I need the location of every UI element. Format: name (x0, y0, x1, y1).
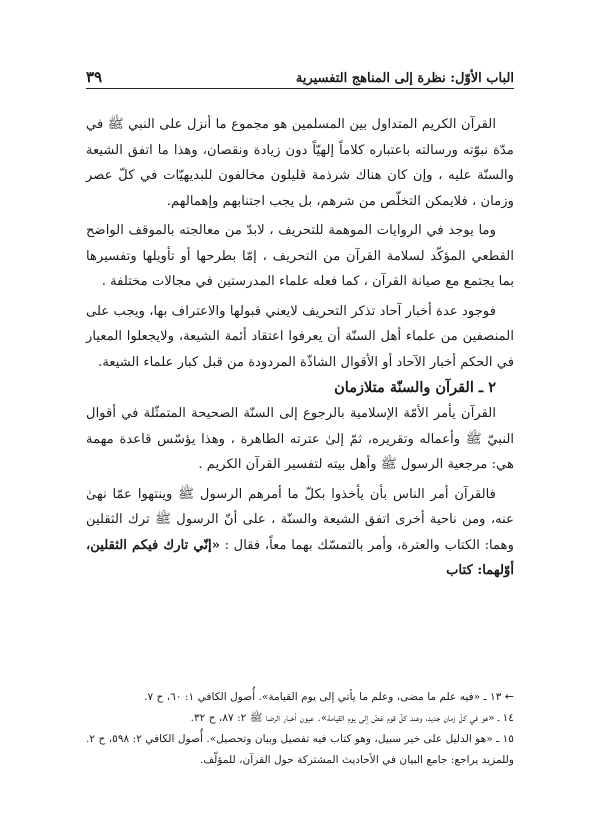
page-header (86, 58, 514, 86)
footnotes (86, 686, 514, 771)
paragraph-5-text: فالقرآن أمر الناس بأن يأخذوا بكلّ ما أمرهم الرسول ﷺ وينتهوا عمّا نهىٰ عنه، ومن ناحية أخرى اتفق الشيعة والسنّة ، على أنّ الرسول ﷺ ترك الثقلين وهما: الكتاب والعترة، وأمر بالتمسّك بهما معاً، فقال : (86, 486, 514, 553)
footnote-13-text: ١٣ ـ «فيه علم ما مضى، وعلم ما يأتي إلى يوم القيامة». أُصول الكافي ١: ٦٠، ح ٧. (144, 691, 502, 703)
paragraph-4: القرآن يأمر الأمّة الإسلامية بالرجوع إلى السنّة الصحيحة المتمثّلة في أقوال النبيّ ﷺ وأعماله وتقريره، ثمّ إلىٰ عترته الطاهرة ، وهذا يؤسّس قاعدة مهمة هي: مرجعية الرسول ﷺ وأهل بيته لتفسير القرآن الكريم . (86, 406, 514, 472)
continuation-arrow-icon: ← (504, 690, 514, 703)
hadith-quote: «إنّي تارك فيكم الثقلين، أوّلهما: كتاب (86, 537, 514, 578)
footnote-15: ١٥ ـ «هو الدليل على خير سبيل، وهو كتاب فيه تفصيل وبيان وتحصيل». أُصول الكافي ٢: ٥٩٨، ح ٢. وللمزيد يراجع: جامع البيان في الأحاديث المشتركة حول القرآن، للمؤلّف. (86, 733, 514, 766)
running-title: الباب الأوّل: نظرة إلى المناهج التفسيرية (295, 71, 514, 86)
footnote-14: ١٤ ـ «هو في كلّ زمان جديد، وعند كلّ قوم غضّ إلى يوم القيامة». عيون أخبار الرضا ﷺ ٢: ٨٧، ح ٣٢. (190, 712, 514, 724)
section-heading: ٢ ـ القرآن والسنّة متلازمان (334, 379, 496, 396)
paragraph-3: فوجود عدة أخبار آحاد تذكر التحريف لايعني قبولها والاعتراف بها، ويجب على المنصفين من علماء أهل السنّة أن يعرفوا اعتقاد أئمة الشيعة، ولايجعلوا المعيار في الحكم أخبار الآحاد أو الأقوال الشاذّة المردودة من قبل كبار علماء الشيعة. (86, 303, 514, 370)
page-number: ٣٩ (86, 68, 103, 86)
paragraph-5 (86, 482, 514, 584)
paragraph-2: وما يوجد في الروايات الموهمة للتحريف ، لابدّ من معالجته بالموقف الواضح القطعي المؤكّد لسلامة القرآن من التحريف ، إمّا بطرحها أو تأويلها وتفسيرها بما يجتمع مع صيانة القرآن ، كما فعله علماء المدرستين في مجالات مختلفة . (86, 223, 514, 289)
header-rule (86, 88, 514, 89)
footnote-13 (86, 686, 514, 708)
paragraph-1: القرآن الكريم المتداول بين المسلمين هو مجموع ما أنزل على النبي ﷺ في مدّة نبوّته ورسالته باعتباره كلاماً إلهيّاً دون زيادة ونقصان، وهذا ما اتفق الشيعة والسنّة عليه ، وإن كان هناك شرذمة قليلون مخالفون للبديهيّات في كلّ عصر وزمان ، فلايمكن التخلّص من شرهم، بل يجب اجتنابهم وإهمالهم. (86, 117, 514, 209)
main-text (86, 112, 514, 584)
